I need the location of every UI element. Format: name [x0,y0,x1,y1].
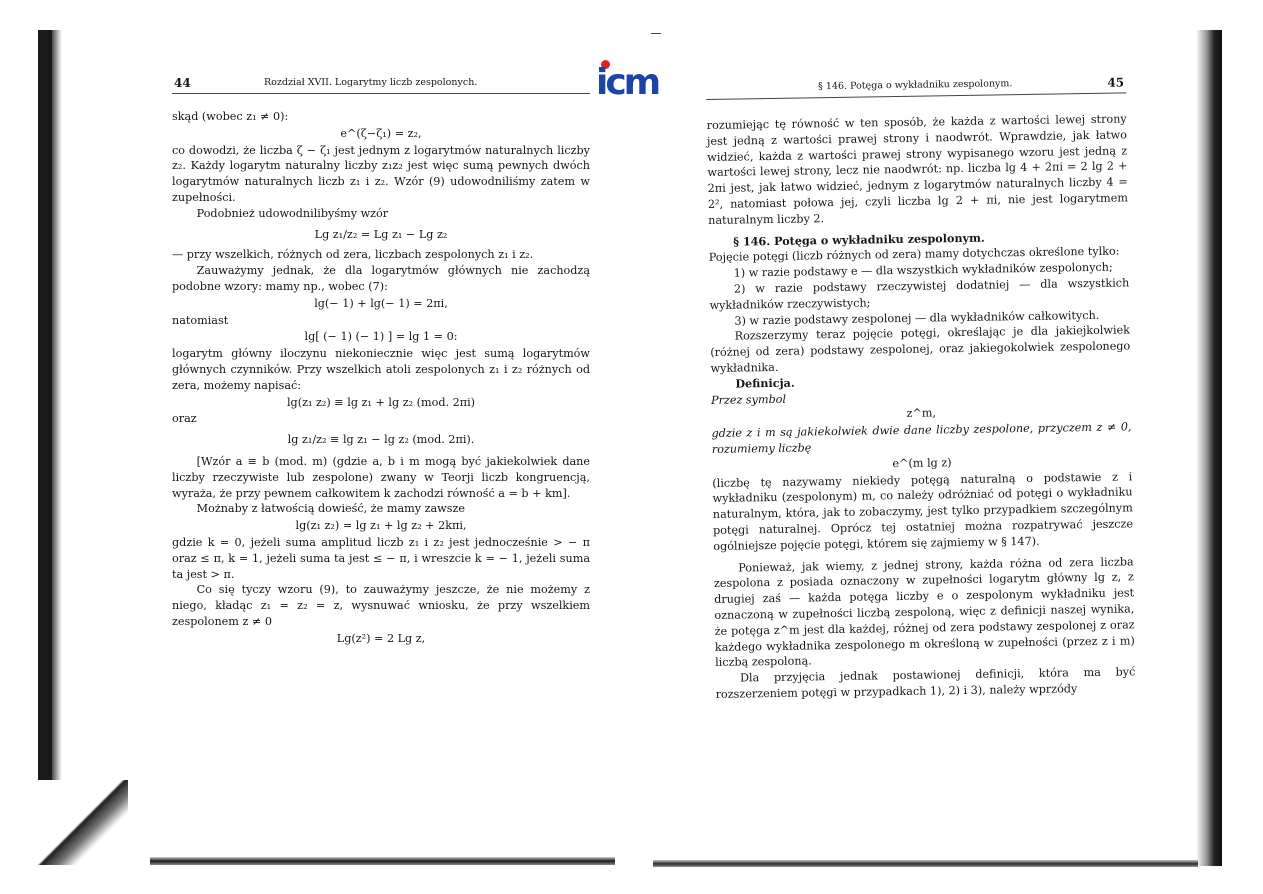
formula: lg(− 1) + lg(− 1) = 2πi, [314,296,448,310]
running-head [172,74,590,94]
text-paragraph: (liczbę tę nazywamy niekiedy potęgą naturalną o podstawie z i wykładniku (zespolonym) m, co należy odróżniać od potęgi o wykładniku naturalnym, która, jak to zobaczymy, jest tylko przypadkiem szczególnym potęgi naturalnej. Oprócz tej ostatniej można rozpatrywać jeszcze ogólniejsze pojęcie potęgi, którem się zajmiemy w § 147). [712,469,1134,553]
logo-text: icm [596,62,659,103]
page-number: 45 [1107,75,1125,90]
formula: e^(ζ−ζ₁) = z₂, [340,126,422,140]
text-paragraph: Zauważymy jednak, że dla logarytmów głównych nie zachodzą podobne wzory: mamy np., wobec (7): [172,264,590,293]
scan-edge-shadow [52,30,62,850]
text-paragraph: Pojęcie potęgi (liczb różnych od zera) mamy dotychczas określone tylko: [708,244,1120,265]
page-curl [38,780,128,865]
text-paragraph: Rozszerzymy teraz pojęcie potęgi, określając je dla jakiejkolwiek (różnej od zera) podstawy zespolonej, oraz jakiegokolwiek zespolonego wykładnika. [710,323,1131,375]
text-paragraph: — przy wszelkich, różnych od zera, liczbach zespolonych z₁ i z₂. [172,248,534,262]
running-head-title: Rozdział XVII. Logarytmy liczb zespolonych. [264,77,478,88]
formula: lg(z₁ z₂) ≡ lg z₁ + lg z₂ (mod. 2πi) [286,395,476,409]
text-paragraph: § 146. Potęga o wykładniku zespolonym. [733,230,985,249]
text-paragraph: 3) w razie podstawy zespolonej — dla wykładników całkowitych. [734,308,1100,328]
page-body [172,109,590,647]
scan-edge-left [38,30,52,850]
text-paragraph: 2) w razie podstawy rzeczywistej dodatniej — dla wszystkich wykładników rzeczywistych; [709,276,1130,312]
formula: z^m, [906,406,937,421]
formula: lg[ (− 1) (− 1) ] = lg 1 = 0: [304,330,458,344]
page-number: 44 [174,76,191,90]
right-page [706,73,1137,795]
text-paragraph: Przez symbol [710,392,787,407]
scan-bottom-edge-left [150,857,615,865]
text-paragraph: Dla przyjęcia jednak postawionej definicji, która ma być rozszerzeniem potęgi w przypadkach 1), 2) i 3), należy wprzódy [715,665,1136,701]
page-body [707,111,1136,702]
formula: Lg(z²) = 2 Lg z, [336,631,426,645]
text-paragraph: 1) w razie podstawy e — dla wszystkich wykładników zespolonych; [733,260,1113,280]
text-paragraph: logarytm główny iloczynu niekoniecznie więc jest sumą logarytmów głównych czynników. Przy wszelkich atoli zespolonych z₁ i z₂ różnych od zera, możemy napisać: [172,347,590,392]
icm-logo [596,60,666,103]
text-paragraph: Definicja. [735,375,795,391]
running-head-title: § 146. Potęga o wykładniku zespolonym. [818,78,1013,93]
text-paragraph: gdzie z i m są jakiekolwiek dwie dane liczby zespolone, przyczem z ≠ 0, rozumiemy liczbę [711,420,1132,456]
left-page [172,74,590,844]
formula: lg(z₁ z₂) = lg z₁ + lg z₂ + 2kπi, [295,519,467,533]
text-paragraph: Podobnież udowodnilibyśmy wzór [196,206,389,220]
formula: lg z₁/z₂ ≡ lg z₁ − lg z₂ (mod. 2πi). [287,433,475,447]
scan-mark [651,33,661,34]
text-paragraph: gdzie k = 0, jeżeli suma amplitud liczb z₁ i z₂ jest jednocześnie > − π oraz ≤ π, k = 1, jeżeli suma ta jest ≤ − π, i wreszcie k = − 1, jeżeli suma ta jest > π. [172,535,590,581]
scan-bottom-edge-right [653,860,1198,867]
text-paragraph: Ponieważ, jak wiemy, z jednej strony, każda różna od zera liczba zespolona z posiada oznaczony w zupełności logarytm główny lg z, z drugiej zaś — każda potęga liczby e o zespolonym wykładniku jest oznaczoną w zupełności liczbą zespoloną, więc z definicji naszej wynika, że potęga z^m jest dla każdej, różnej od zera podstawy zespolonej z oraz każdego wykładnika zespolonego m określoną w zupełności (przez z i m) liczbą zespoloną. [713,554,1135,670]
text-paragraph: natomiast [172,313,229,327]
formula: Lg z₁/z₂ = Lg z₁ − Lg z₂ [314,227,448,241]
text-paragraph: rozumiejąc tę równość w ten sposób, że każda z wartości lewej strony jest jedną z wartości prawej strony i naodwrót. Wprawdzie, jak łatwo widzieć, każda z wartości prawej strony wypisanego wzoru jest jedną z wartości lewej strony, lecz nie naodwrót: np. liczba lg 4 + 2πi = 2 lg 2 + 2πi jest, jak łatwo widzieć, jednym z logarytmów naturalnych liczby 4 = 2², natomiast połowa jej, czyli liczba lg 2 + πi, nie jest logarytmem naturalnym liczby 2. [706,112,1129,227]
formula: e^(m lg z) [892,455,952,470]
scan-edge-right [1196,30,1222,866]
text-paragraph: skąd (wobec z₁ ≠ 0): [172,110,289,123]
running-head [706,73,1126,100]
text-paragraph: oraz [172,412,197,426]
text-paragraph: Co się tyczy wzoru (9), to zauważymy jeszcze, że nie możemy z niego, kładąc z₁ = z₂ = z, wysnuwać wniosku, że przy wszelkiem zespolonem z ≠ 0 [172,583,590,628]
text-paragraph: co dowodzi, że liczba ζ − ζ₁ jest jednym z logarytmów naturalnych liczby z₂. Każdy logarytm naturalny liczby z₁z₂ jest więc sumą pewnych dwóch logarytmów naturalnych liczb z₁ i z₂. Wzór (9) udowodniliśmy zatem w zupełności. [172,143,590,204]
text-paragraph: Możnaby z łatwością dowieść, że mamy zawsze [196,502,466,516]
text-paragraph: [Wzór a ≡ b (mod. m) (gdzie a, b i m mogą być jakiekolwiek dane liczby rzeczywiste lub zespolone) zwany w Teorji liczb kongruencją, wyraża, że przy pewnem całkowitem k zachodzi równość a = b + km]. [172,454,590,500]
